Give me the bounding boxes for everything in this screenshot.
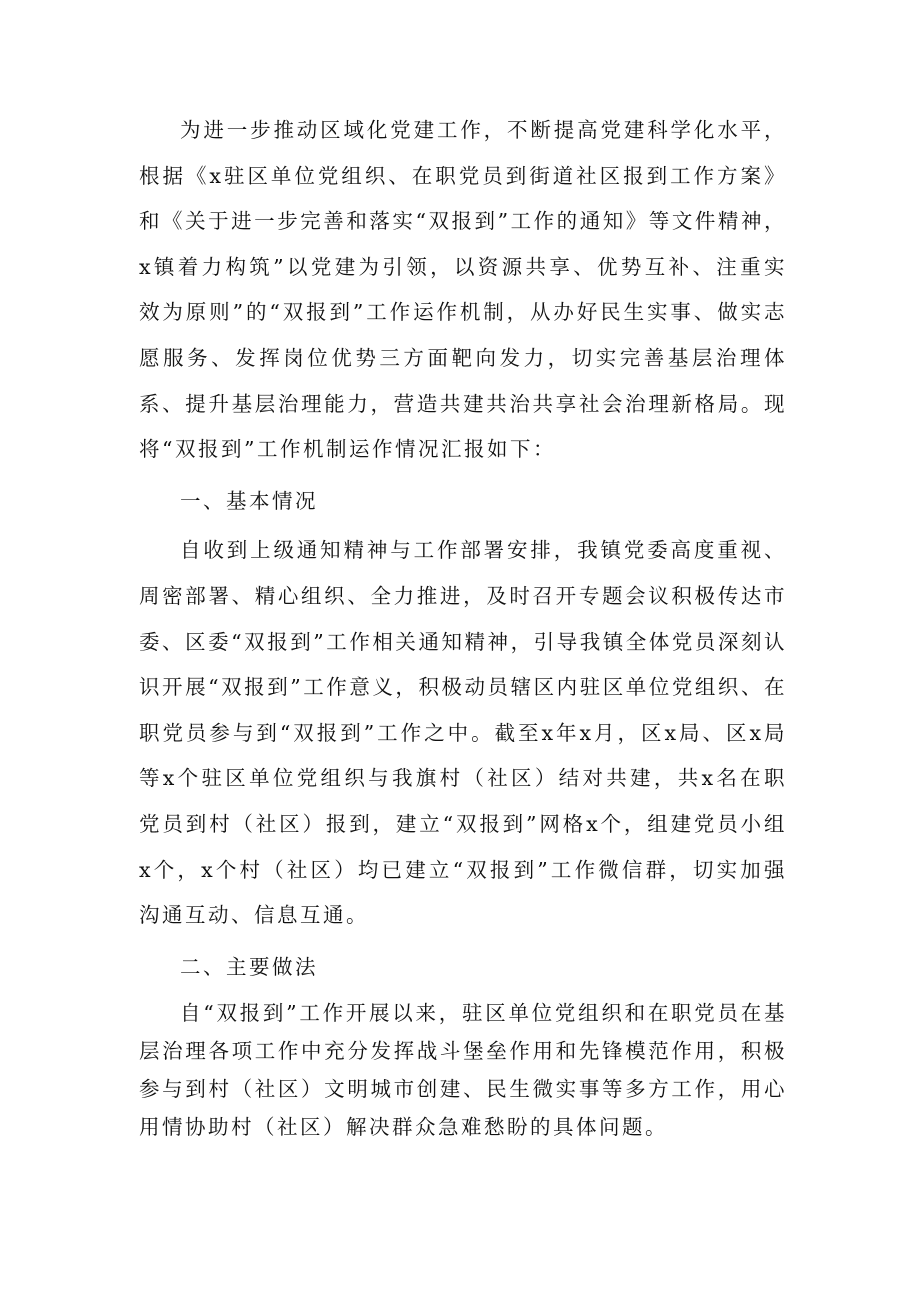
- document-body: [139, 108, 787, 1146]
- section-body-basic-situation: 自收到上级通知精神与工作部署安排，我镇党委高度重视、周密部署、精心组织、全力推进，及时召开专题会议积极传达市委、区委“双报到”工作相关通知精神，引导我镇全体党员深刻认识开展“双报到”工作意义，积极动员辖区内驻区单位党组织、在职党员参与到“双报到”工作之中。截至x年x月，区x局、区x局等x个驻区单位党组织与我旗村（社区）结对共建，共x名在职党员到村（社区）报到，建立“双报到”网格x个，组建党员小组x个，x个村（社区）均已建立“双报到”工作微信群，切实加强沟通互动、信息互通。: [139, 538, 787, 928]
- section-body-main-practices: 自“双报到”工作开展以来，驻区单位党组织和在职党员在基层治理各项工作中充分发挥战斗堡垒作用和先锋模范作用，积极参与到村（社区）文明城市创建、民生微实事等多方工作，用心用情协助村（社区）解决群众急难愁盼的具体问题。: [139, 1001, 787, 1140]
- section-heading-basic-situation: 一、基本情况: [180, 488, 318, 513]
- section-heading-main-practices: 二、主要做法: [180, 954, 318, 979]
- intro-paragraph: 为进一步推动区域化党建工作，不断提高党建科学化水平，根据《x驻区单位党组织、在职党员到街道社区报到工作方案》和《关于进一步完善和落实“双报到”工作的通知》等文件精神，x镇着力构筑”以党建为引领，以资源共享、优势互补、注重实效为原则”的“双报到”工作运作机制，从办好民生实事、做实志愿服务、发挥岗位优势三方面靶向发力，切实完善基层治理体系、提升基层治理能力，营造共建共治共享社会治理新格局。现将“双报到”工作机制运作情况汇报如下：: [139, 118, 787, 462]
